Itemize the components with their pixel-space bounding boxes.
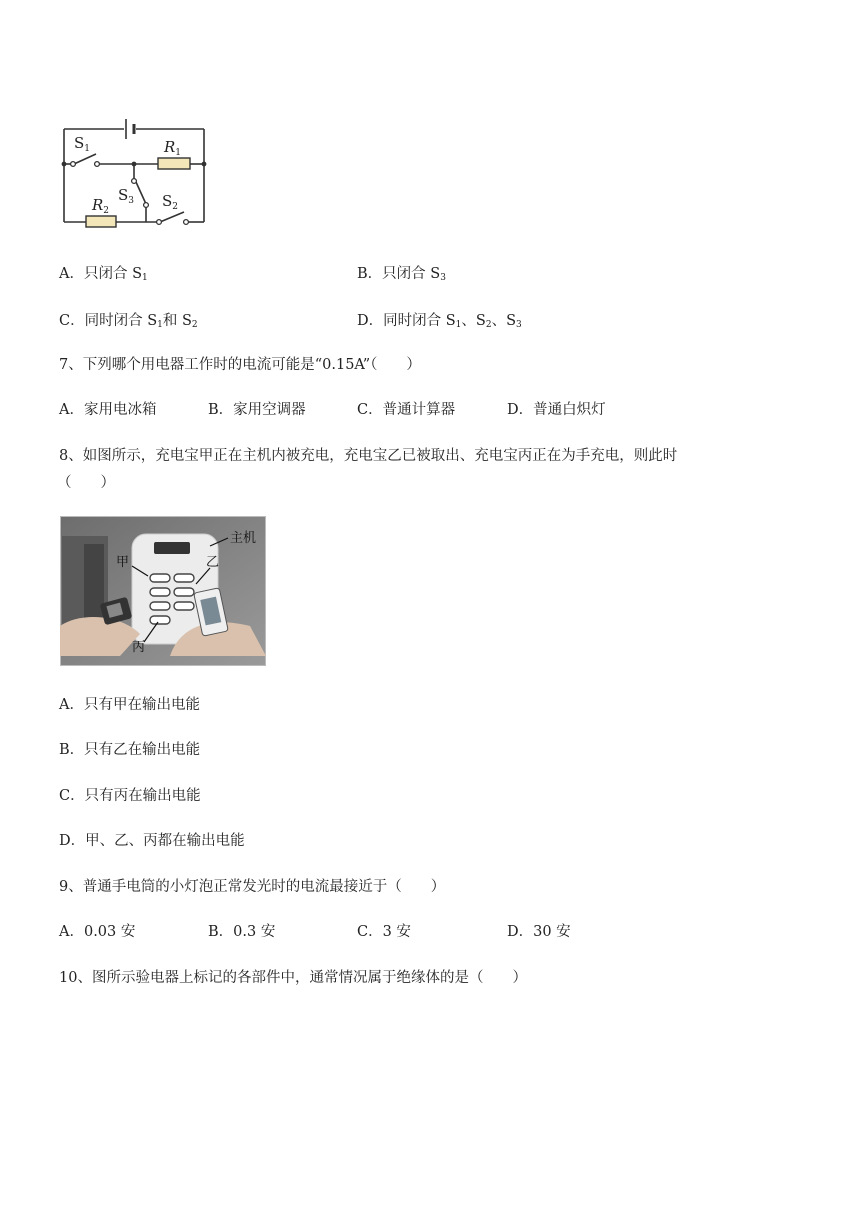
battery-icon xyxy=(126,119,134,139)
q7-option-d[interactable]: D．普通白炽灯 xyxy=(507,402,606,418)
q8-option-c[interactable]: C．只有丙在输出电能 xyxy=(59,788,201,804)
circuit-diagram xyxy=(58,110,218,234)
q10-question: 10、图所示验电器上标记的各部件中，通常情况属于绝缘体的是（ ） xyxy=(59,970,527,986)
charging-station-photo xyxy=(60,516,266,666)
q7-option-a[interactable]: A．家用电冰箱 xyxy=(59,402,157,418)
photo-label-jia: 甲 xyxy=(116,555,130,570)
q7-question: 7、下列哪个用电器工作时的电流可能是“0.15A”（ ） xyxy=(59,357,421,373)
svg-text:S3: $S_3$ xyxy=(118,186,135,206)
q9-question: 9、普通手电筒的小灯泡正常发光时的电流最接近于（ ） xyxy=(59,879,446,895)
q7-option-b[interactable]: B．家用空调器 xyxy=(208,402,306,418)
q6-option-d[interactable]: D．同时闭合 $S_1$、$S_2$、$S_3$ xyxy=(357,313,522,330)
q6-option-b[interactable]: B．只闭合 $S_3$ xyxy=(357,266,446,283)
photo-label-yi: 乙 xyxy=(206,555,220,570)
label-r2: R xyxy=(92,196,104,214)
q8-option-a[interactable]: A．只有甲在输出电能 xyxy=(59,697,200,713)
q6-option-c[interactable]: C．同时闭合 $S_1$和 $S_2$ xyxy=(59,313,198,330)
q9-option-d[interactable]: D．30 安 xyxy=(507,924,571,940)
resistor-r1 xyxy=(158,158,190,169)
q8-option-b[interactable]: B．只有乙在输出电能 xyxy=(59,742,201,758)
q6-option-a[interactable]: A．只闭合 $S_1$ xyxy=(59,266,148,283)
q8-question-bracket: （ ） xyxy=(57,475,115,491)
resistor-r2 xyxy=(86,216,116,227)
label-s1: S xyxy=(74,134,85,152)
q9-option-a[interactable]: A．0.03 安 xyxy=(59,924,136,940)
q9-option-c[interactable]: C．3 安 xyxy=(357,924,411,940)
q8-option-d[interactable]: D．甲、乙、丙都在输出电能 xyxy=(59,833,245,849)
svg-text:R1: $R_1$ xyxy=(164,138,182,158)
label-s2: S xyxy=(162,192,173,210)
q7-option-c[interactable]: C．普通计算器 xyxy=(357,402,456,418)
q9-option-b[interactable]: B．0.3 安 xyxy=(208,924,276,940)
label-s3: S xyxy=(118,186,129,204)
svg-text:S1: $S_1$ xyxy=(74,134,91,154)
q8-question: 8、如图所示，充电宝甲正在主机内被充电，充电宝乙已被取出、充电宝丙正在为手充电，则此时 xyxy=(59,448,678,464)
photo-label-bing: 丙 xyxy=(132,640,146,655)
label-r1: R xyxy=(164,138,176,156)
photo-label-host: 主机 xyxy=(230,531,257,546)
svg-text:S2: $S_2$ xyxy=(162,192,179,212)
svg-text:R2: $R_2$ xyxy=(92,196,110,216)
